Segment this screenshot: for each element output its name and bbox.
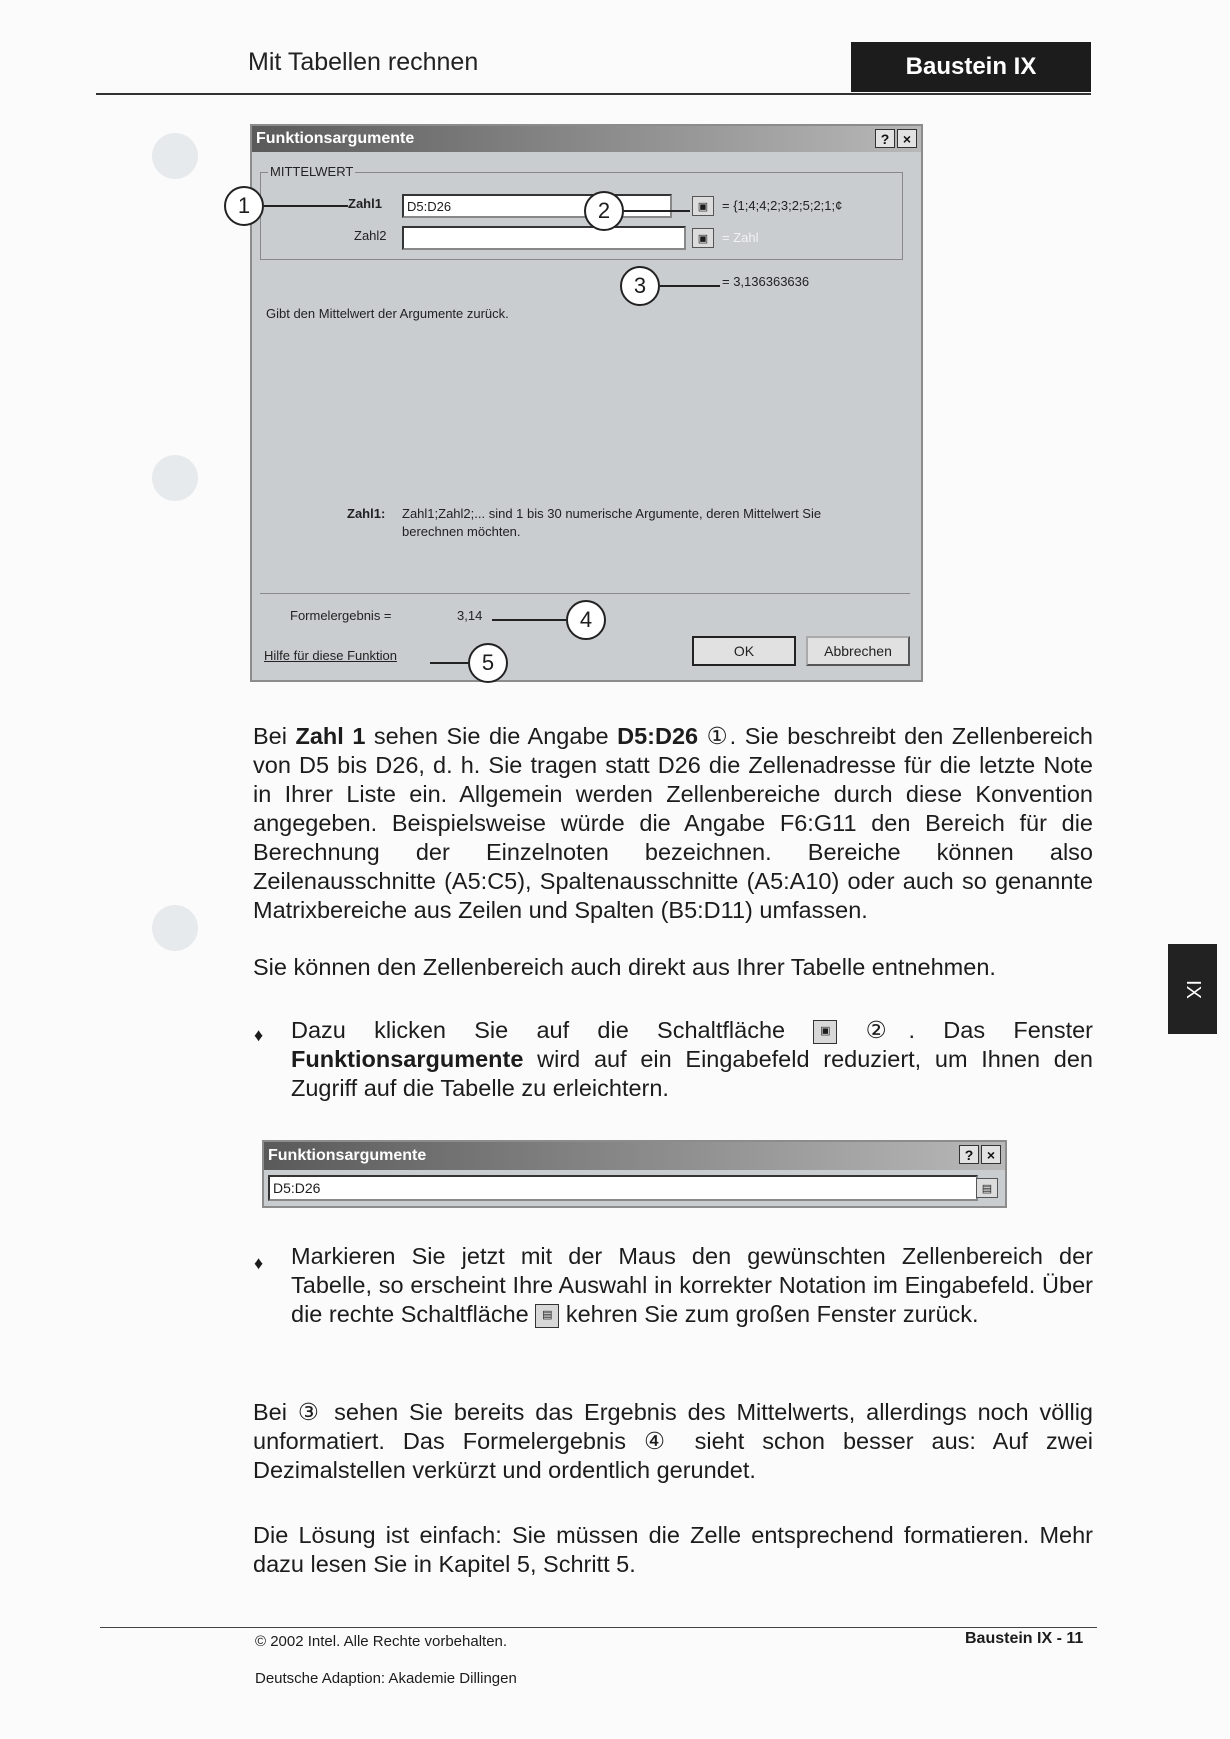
emphasis: D5:D26 bbox=[617, 723, 699, 749]
close-button[interactable]: × bbox=[981, 1145, 1001, 1164]
bullet1-text-a: Dazu klicken Sie auf die Schaltfläche bbox=[291, 1017, 786, 1043]
paragraph-loesung: Die Lösung ist einfach: Sie müssen die Zelle entsprechend formatieren. Mehr dazu lesen Sie in Kapitel 5, Schritt 5. bbox=[253, 1522, 1093, 1577]
callout-4: 4 bbox=[566, 600, 606, 640]
bullet2-text-b: kehren Sie zum großen Fenster zurück. bbox=[565, 1301, 979, 1327]
ok-button[interactable]: OK bbox=[692, 636, 796, 666]
arg-help-text-line1: Zahl1;Zahl2;... sind 1 bis 30 numerische Argumente, deren Mittelwert Sie bbox=[402, 506, 822, 521]
formula-result-value: 3,14 bbox=[457, 608, 483, 623]
collapse-dialog-button[interactable] bbox=[692, 196, 714, 216]
function-description: Gibt den Mittelwert der Argumente zurück. bbox=[266, 306, 509, 321]
reduced-dialog bbox=[262, 1140, 1007, 1208]
function-name: MITTELWERT bbox=[270, 164, 354, 179]
reduced-dialog-titlebar bbox=[264, 1142, 1005, 1170]
bullet1-text-c: wird auf ein Eingabefeld reduziert, um Ihnen den Zugriff auf die Tabelle zu erleichtern. bbox=[291, 1046, 1093, 1101]
help-button[interactable]: ? bbox=[959, 1145, 979, 1164]
bleed-circle bbox=[152, 455, 198, 501]
help-button[interactable]: ? bbox=[875, 129, 895, 148]
chapter-tab bbox=[1168, 944, 1217, 1034]
expand-icon: ▤ bbox=[981, 1182, 993, 1195]
arg-help-text-line2: berechnen möchten. bbox=[402, 524, 521, 539]
arg2-label: Zahl2 bbox=[354, 228, 387, 243]
close-button[interactable]: × bbox=[897, 129, 917, 148]
arg2-result: = Zahl bbox=[722, 230, 759, 245]
footer-adaption: Deutsche Adaption: Akademie Dillingen bbox=[255, 1670, 517, 1687]
bleed-circle bbox=[152, 905, 198, 951]
bullet1-bold: Funktionsargumente bbox=[291, 1046, 524, 1072]
bullet-marker: ♦ bbox=[254, 1253, 264, 1273]
paragraph-zellenbereich bbox=[253, 722, 1093, 925]
dialog-titlebar bbox=[252, 126, 921, 152]
arg1-label: Zahl1 bbox=[348, 196, 382, 211]
paragraph-direkt: Sie können den Zellenbereich auch direkt aus Ihrer Tabelle entnehmen. bbox=[253, 954, 996, 980]
cancel-button[interactable]: Abbrechen bbox=[806, 636, 910, 666]
footer-page-number: Baustein IX - 11 bbox=[965, 1630, 1084, 1647]
formula-result-label: Formelergebnis = bbox=[290, 608, 392, 623]
arg2-input[interactable] bbox=[402, 226, 686, 250]
callout-line-5 bbox=[430, 662, 468, 664]
callout-1: 1 bbox=[224, 186, 264, 226]
chapter-tab-label: IX bbox=[1182, 979, 1204, 999]
bullet1-text-b: ②. Das Fenster bbox=[865, 1017, 1094, 1043]
bullet-marker: ♦ bbox=[254, 1025, 264, 1045]
total-result: = 3,136363636 bbox=[722, 274, 810, 289]
text-run: Bei bbox=[253, 723, 296, 749]
collapse-icon: ▣ bbox=[697, 200, 709, 213]
collapse-icon: ▣ bbox=[697, 232, 709, 245]
callout-line-3 bbox=[660, 285, 720, 287]
arg1-input[interactable]: D5:D26 bbox=[402, 194, 672, 218]
paragraph-ergebnis: Bei ③ sehen Sie bereits das Ergebnis des Mittelwerts, allerdings noch völlig unformatiert. Das Formelergebnis ④ sieht schon besser aus: Auf zwei Dezimalstellen verkürzt und ordentlich gerundet. bbox=[253, 1399, 1093, 1483]
text-run: ①. Sie beschreibt den Zellenbereich von D5 bis D26, d. h. Sie tragen statt D26 die Zellenadresse für die letzte Note in Ihrer Liste ein. Allgemein werden Zellenbereiche durch diese Konvention angegeben. Beispielsweise würde die Angabe F6:G11 den Bereich für die Berechnung der Einzelnoten bezeichnen. Bereiche können also Zeilenausschnitte (A5:C5), Spaltenausschnitte (A5:A10) oder auch so genannte Matrixbereiche aus Zeilen und Spalten (B5:D11) umfassen. bbox=[253, 723, 1093, 923]
help-link[interactable]: Hilfe für diese Funktion bbox=[264, 648, 397, 663]
callout-5: 5 bbox=[468, 643, 508, 683]
expand-dialog-button[interactable] bbox=[976, 1178, 998, 1198]
bullet-schaltflaeche bbox=[291, 1016, 1093, 1103]
footer-rule bbox=[100, 1627, 1097, 1628]
bullet-markieren bbox=[291, 1242, 1093, 1329]
callout-2: 2 bbox=[584, 191, 624, 231]
module-badge: Baustein IX bbox=[851, 42, 1091, 92]
collapse-button-icon: ▣ bbox=[813, 1020, 837, 1044]
arg1-result: = {1;4;4;2;3;2;5;2;1;¢ bbox=[722, 198, 843, 213]
callout-3: 3 bbox=[620, 266, 660, 306]
reduced-dialog-title: Funktionsargumente bbox=[268, 1147, 427, 1164]
header-rule bbox=[96, 93, 1091, 95]
dialog-title: Funktionsargumente bbox=[256, 130, 415, 147]
reduced-input[interactable]: D5:D26 bbox=[268, 1175, 978, 1201]
bullet2-text-a: Markieren Sie jetzt mit der Maus den gewünschten Zellenbereich der Tabelle, so erscheint Ihre Auswahl in korrekter Notation im Eingabefeld. Über die rechte Schaltfläche bbox=[291, 1243, 1093, 1327]
arg-help-label: Zahl1: bbox=[347, 506, 386, 521]
footer-copyright: © 2002 Intel. Alle Rechte vorbehalten. bbox=[255, 1633, 508, 1650]
callout-line-4 bbox=[492, 619, 566, 621]
page-header-title: Mit Tabellen rechnen bbox=[248, 48, 479, 76]
callout-line-2 bbox=[624, 210, 690, 212]
expand-button-icon: ▤ bbox=[535, 1304, 559, 1328]
collapse-dialog-button-2[interactable] bbox=[692, 228, 714, 248]
emphasis: Zahl 1 bbox=[295, 723, 366, 749]
text-run: sehen Sie die Angabe bbox=[365, 723, 618, 749]
bleed-circle bbox=[152, 133, 198, 179]
callout-line-1 bbox=[264, 205, 348, 207]
dialog-divider bbox=[260, 593, 910, 594]
